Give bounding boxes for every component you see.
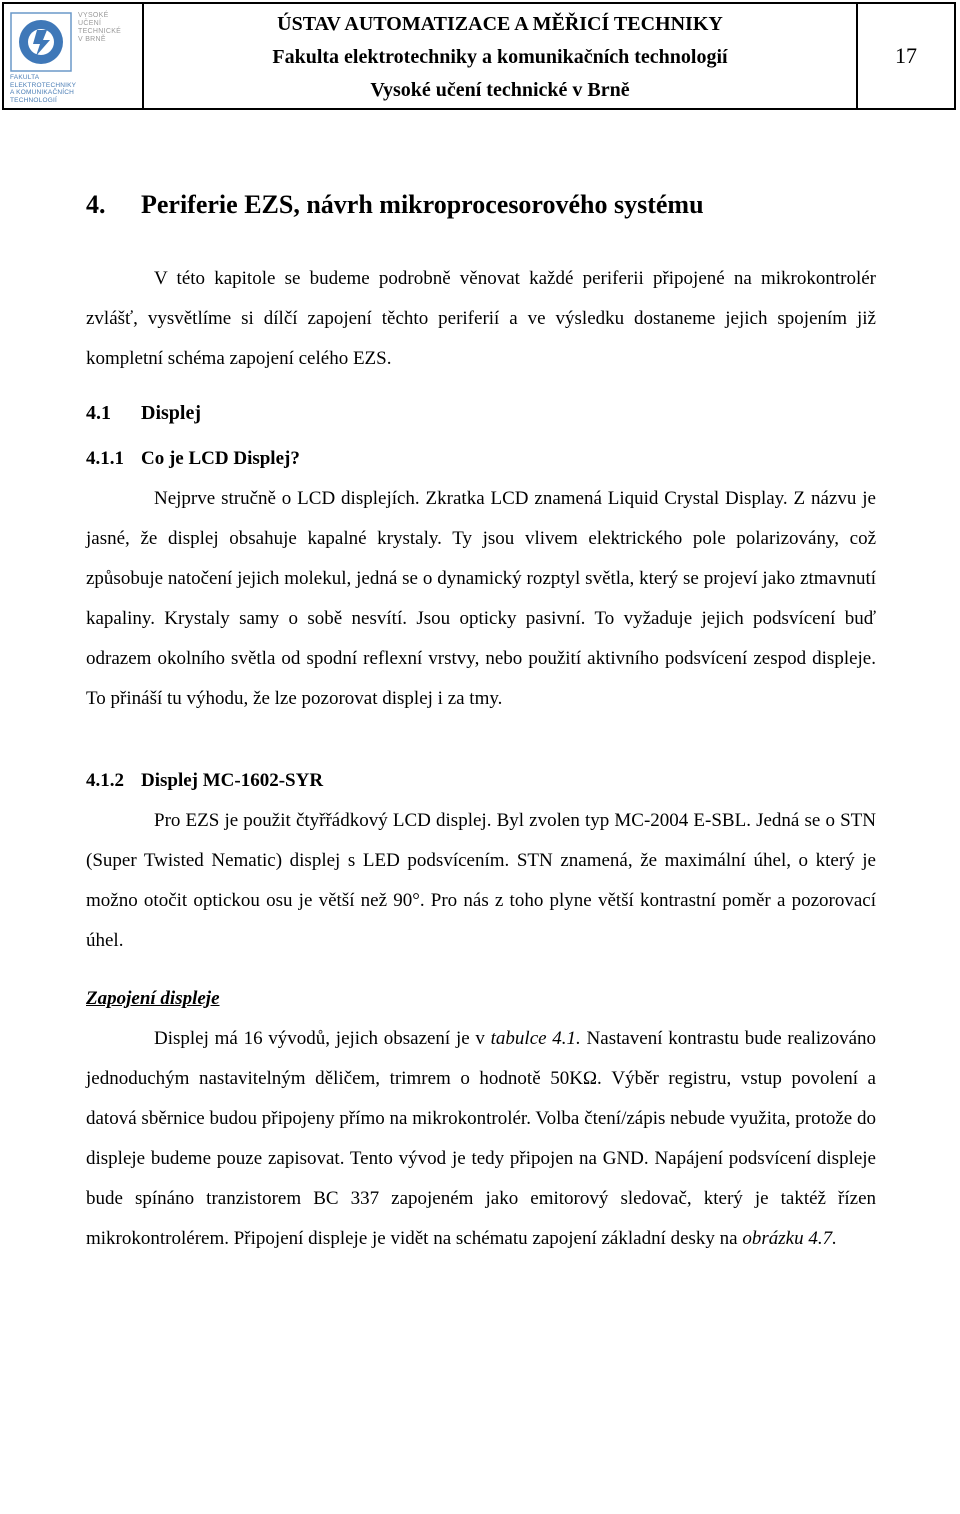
page-content	[86, 190, 876, 1259]
subsection-number: 4.1.1	[86, 448, 124, 469]
section-number: 4.1	[86, 402, 111, 424]
university-name: Vysoké učení technické v Brně	[370, 79, 630, 101]
wiring-paragraph: Displej má 16 vývodů, jejich obsazení je v tabulce 4.1. Nastavení kontrastu bude realizováno jednoduchým nastavitelným děličem, trimrem o hodnotě 50KΩ. Výběr registru, vstup povolení a datová sběrnice budou připojeny přímo na mikrokontrolér. Volba čtení/zápis nebude využita, protože do displeje budeme pouze zapisovat. Tento vývod je tedy připojen na GND. Napájení podsvícení displeje bude spínáno tranzistorem BC 337 zapojeném jako emitorový sledovač, který je taktéž řízen mikrokontrolérem. Připojení displeje je vidět na schématu zapojení základní desky na obrázku 4.7.	[86, 1028, 876, 1249]
wiring-heading: Zapojení displeje	[86, 988, 220, 1009]
subsection-title: Co je LCD Displej?	[141, 448, 300, 469]
subsection-number: 4.1.2	[86, 770, 124, 791]
vut-logo-icon	[10, 12, 72, 72]
intro-paragraph: V této kapitole se budeme podrobně věnovat každé periferii připojené na mikrokontrolér zvlášť, vysvětlíme si dílčí zapojení těchto periferií a ve výsledku dostaneme jejich spojením již kompletní schéma zapojení celého EZS.	[86, 268, 876, 369]
faculty-wordmark: FAKULTA ELEKTROTECHNIKY A KOMUNIKAČNÍCH TECHNOLOGIÍ	[10, 74, 77, 104]
subsection-heading-2	[86, 761, 876, 801]
chapter-number: 4.	[86, 190, 106, 219]
section-heading	[86, 393, 876, 433]
table-reference: tabulce 4.1.	[490, 1028, 581, 1049]
institute-name: ÚSTAV AUTOMATIZACE A MĚŘICÍ TECHNIKY	[277, 13, 723, 35]
subsection-heading-1	[86, 439, 876, 479]
subsection-title: Displej MC-1602-SYR	[141, 770, 324, 791]
section-title: Displej	[141, 402, 201, 424]
chapter-heading	[86, 190, 876, 220]
header-title	[144, 4, 856, 108]
vut-wordmark: VYSOKÉ UČENÍ TECHNICKÉ V BRNĚ	[78, 12, 122, 43]
display-paragraph: Pro EZS je použit čtyřřádkový LCD displej. Byl zvolen typ MC-2004 E-SBL. Jedná se o STN (Super Twisted Nematic) displej s LED podsvícením. STN znamená, že maximální úhel, o který je možno otočit optickou osu je větší než 90°. Pro nás z toho plyne větší kontrastní poměr a pozorovací úhel.	[86, 810, 876, 951]
page-header	[2, 2, 956, 110]
page-number: 17	[856, 4, 954, 108]
lcd-paragraph: Nejprve stručně o LCD displejích. Zkratka LCD znamená Liquid Crystal Display. Z názvu je jasné, že displej obsahuje kapalné krystaly. Ty jsou vlivem elektrického pole polarizovány, což způsobuje natočení jejich molekul, jedná se o dynamický rozptyl světla, který se projeví jako ztmavnutí kapaliny. Krystaly samy o sobě nesvítí. Jsou opticky pasivní. To vyžaduje jejich podsvícení buď odrazem okolního světla od spodní reflexní vrstvy, nebo použití aktivního podsvícení zespod displeje. To přináší tu výhodu, že lze pozorovat displej i za tmy.	[86, 488, 876, 709]
faculty-name: Fakulta elektrotechniky a komunikačních technologií	[272, 46, 728, 68]
logo-cell	[4, 4, 144, 108]
figure-reference: obrázku 4.7.	[742, 1228, 837, 1249]
chapter-title: Periferie EZS, návrh mikroprocesorového systému	[141, 190, 704, 219]
